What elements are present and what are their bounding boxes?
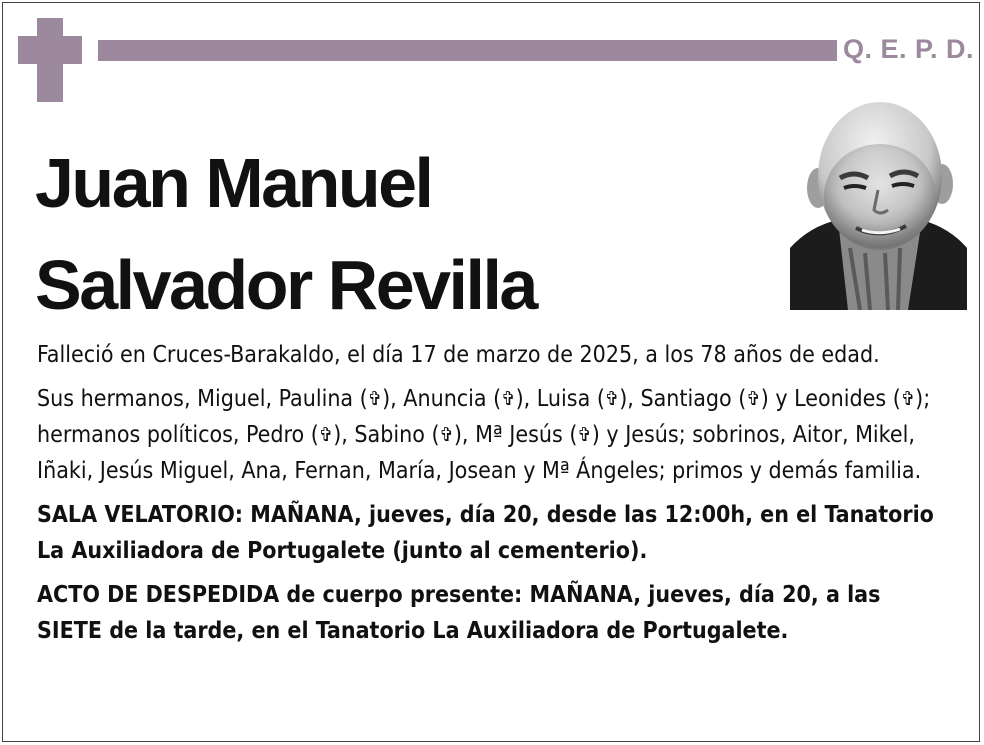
obituary-body [37,337,942,657]
cross-icon: ✞ [439,424,454,446]
cross-icon: ✞ [604,388,620,410]
cross-icon: ✞ [577,424,592,446]
qepd-label: Q. E. P. D. [843,34,975,64]
portrait-illustration [790,98,967,310]
family-list: Sus hermanos, Miguel, Paulina (✞), Anuncia (✞), Luisa (✞), Santiago (✞) y Leonides (✞); hermanos políticos, Pedro (✞), Sabino (✞), Mª Jesús (✞) y Jesús; sobrinos, Aitor, Mikel, Iñaki, Jesús Miguel, Ana, Fernan, María, Josean y Mª Ángeles; primos y demás familia. [37,386,931,484]
cross-icon: ✞ [501,388,516,410]
name-line-2: Salvador Revilla [35,246,536,324]
cross-icon: ✞ [900,388,916,410]
cross-icon: ✞ [367,388,383,410]
name-line-1: Juan Manuel [35,144,432,222]
cross-icon: ✞ [318,424,334,446]
header-rule [98,40,837,61]
farewell-info: ACTO DE DESPEDIDA de cuerpo presente: MAÑANA, jueves, día 20, a las SIETE de la tarde, en el Tanatorio La Auxiliadora de Portugalete. [37,582,881,644]
wake-info: SALA VELATORIO: MAÑANA, jueves, día 20, desde las 12:00h, en el Tanatorio La Auxiliadora de Portugalete (junto al cementerio). [37,502,934,564]
death-notice: Falleció en Cruces-Barakaldo, el día 17 de marzo de 2025, a los 78 años de edad. [37,342,880,368]
portrait-photo [790,98,967,310]
cross-horizontal-bar [18,36,82,64]
cross-icon: ✞ [746,388,761,410]
deceased-name [35,132,755,336]
